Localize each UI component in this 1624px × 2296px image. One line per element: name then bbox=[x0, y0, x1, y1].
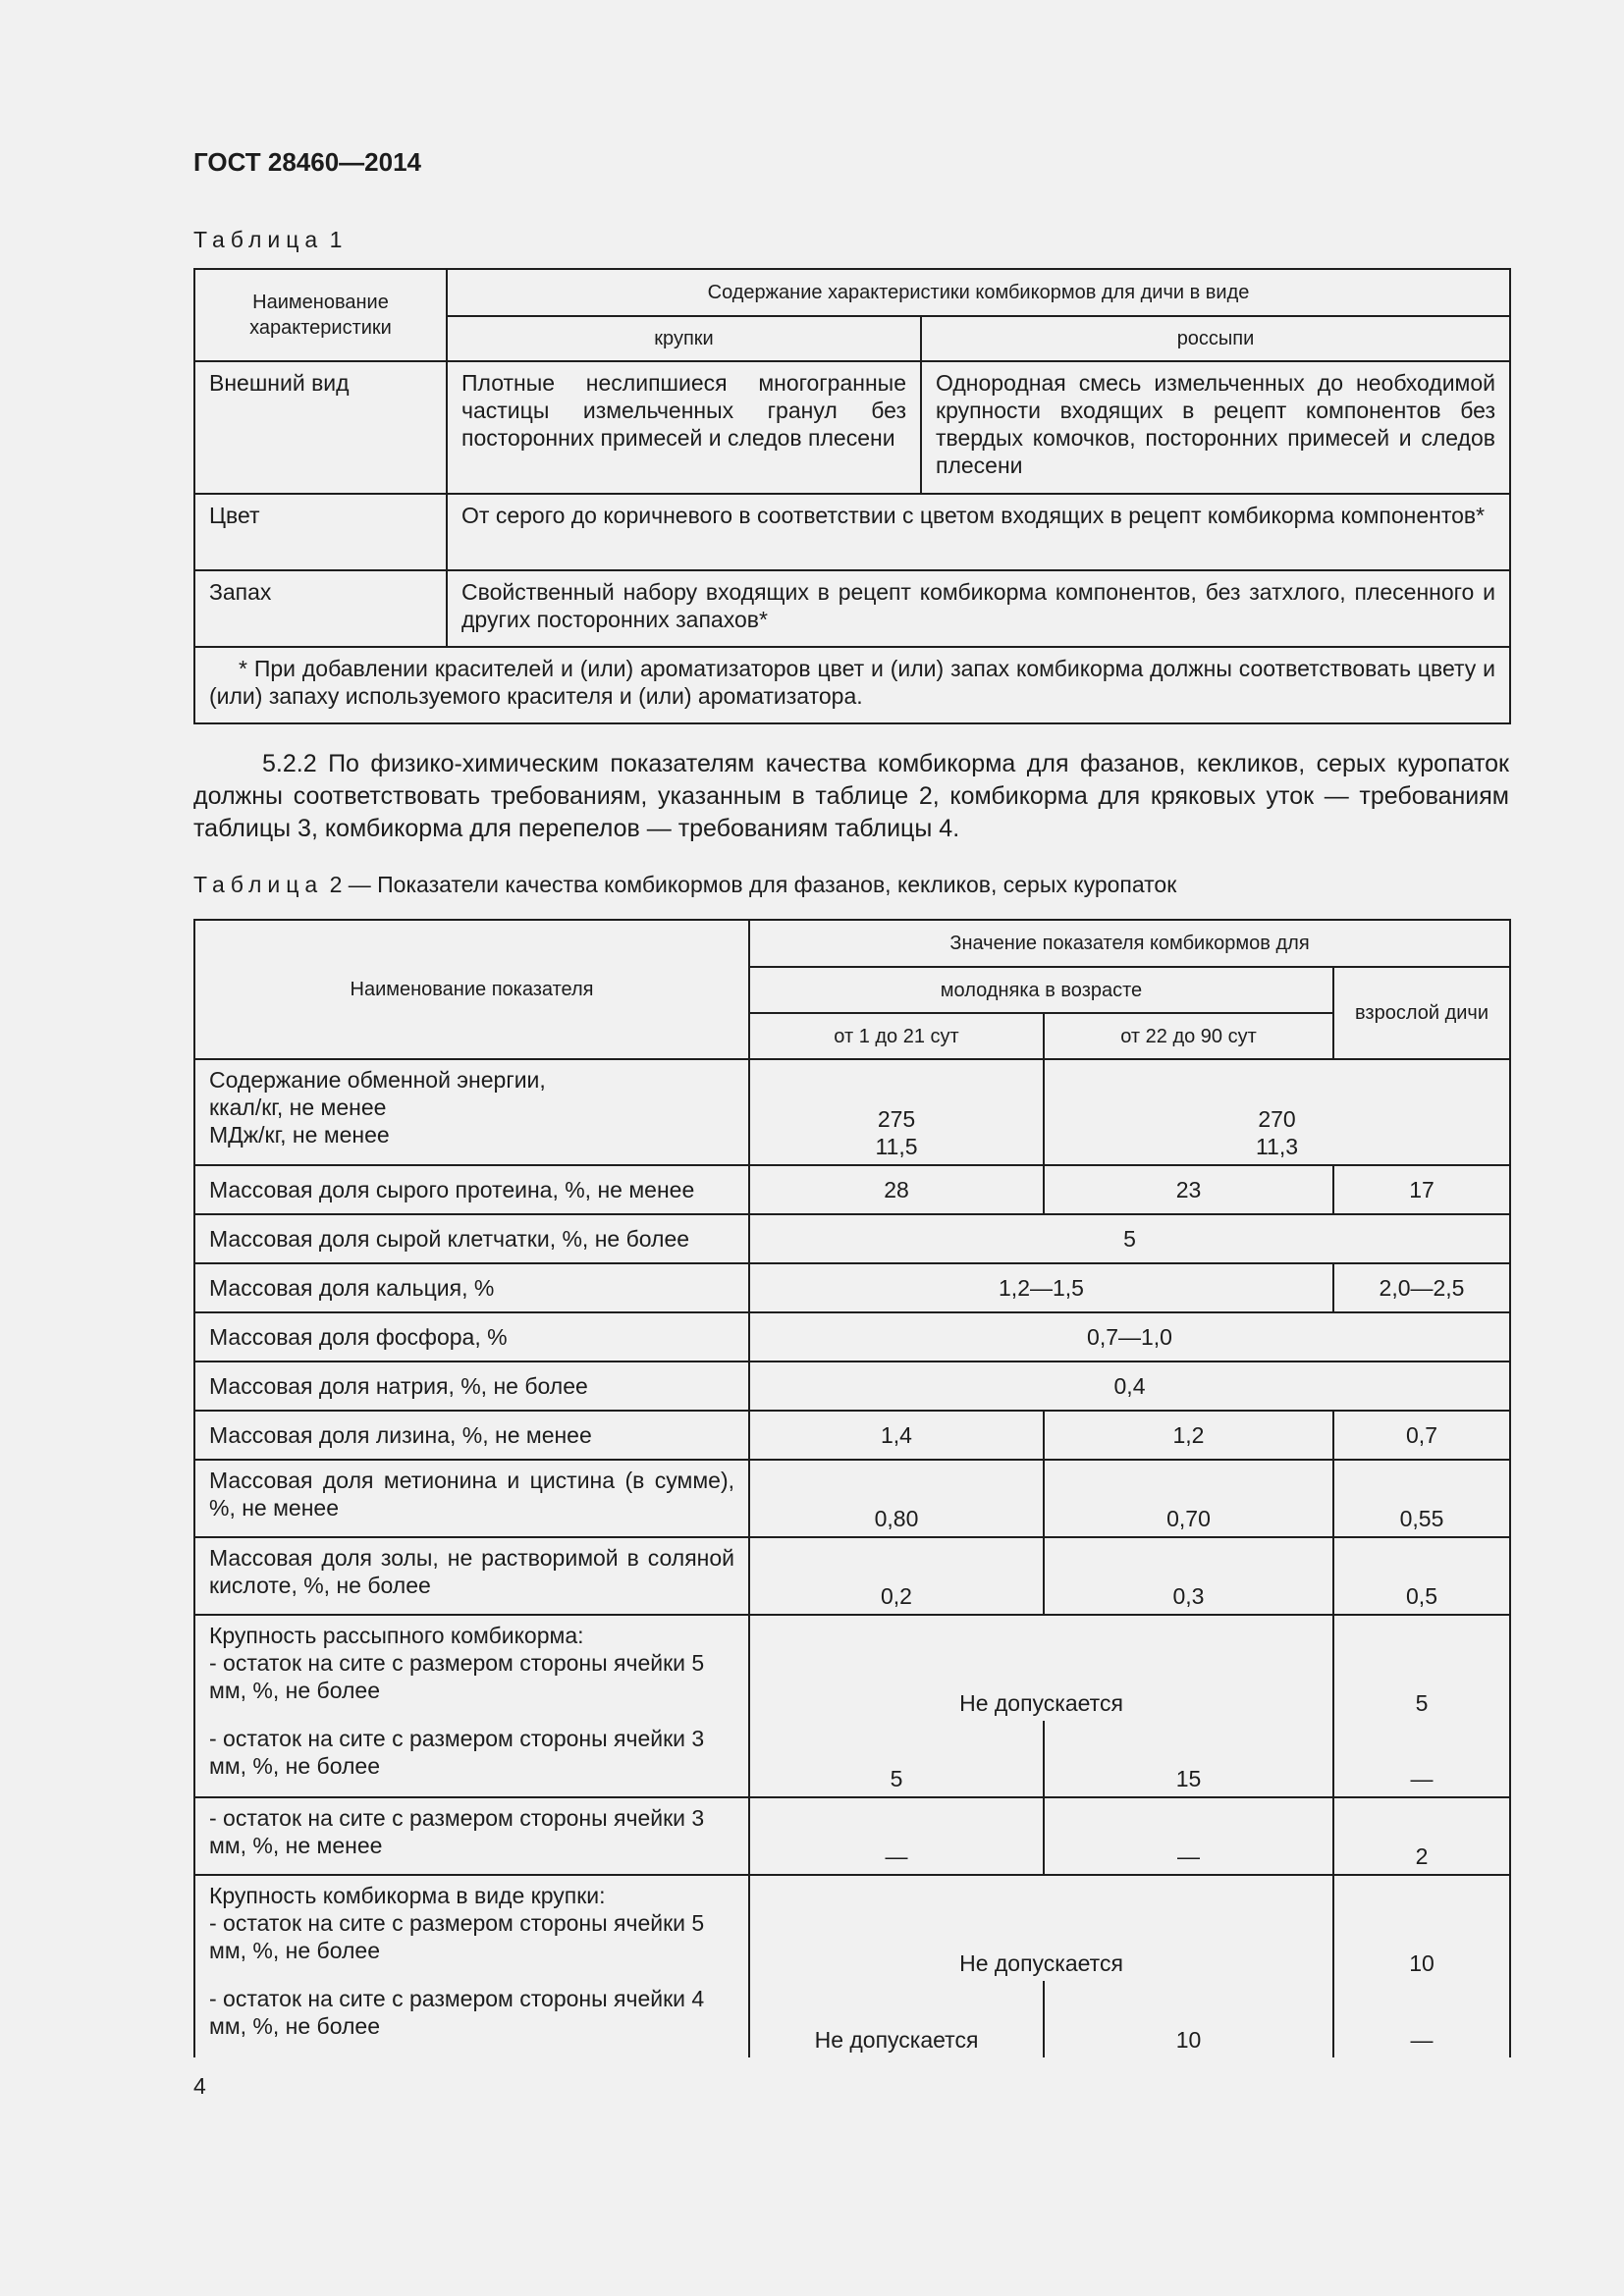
t2-mash-size-5mm-young: Не допускается bbox=[749, 1615, 1333, 1721]
t2-groats-size-4mm-name: - остаток на сите с размером стороны ячейки 4 мм, %, не более bbox=[194, 1981, 749, 2057]
t2-energy-line1: Содержание обменной энергии, bbox=[209, 1067, 546, 1093]
page-number: 4 bbox=[193, 2073, 206, 2099]
t2-lysine-v2: 1,2 bbox=[1044, 1411, 1333, 1460]
t1-footnote: * При добавлении красителей и (или) ароматизаторов цвет и (или) запах комбикорма должны соответствовать цвету и (или) запаху используемого красителя и (или) ароматизатора. bbox=[194, 647, 1510, 723]
t1-appearance-name: Внешний вид bbox=[194, 361, 447, 494]
t2-phosphorus-name: Массовая доля фосфора, % bbox=[194, 1312, 749, 1362]
t2-protein-v2: 23 bbox=[1044, 1165, 1333, 1214]
t1-smell-value: Свойственный набору входящих в рецепт комбикорма компонентов, без затхлого, плесенного и других посторонних запахов* bbox=[447, 570, 1510, 647]
t2-protein-v3: 17 bbox=[1333, 1165, 1510, 1214]
table1-label: Таблица bbox=[193, 227, 324, 252]
t2-lysine-v1: 1,4 bbox=[749, 1411, 1044, 1460]
t1-appearance-groats: Плотные неслипшиеся многогранные частицы измельченных гранул без посторонних примесей и следов плесени bbox=[447, 361, 921, 494]
t2-ash-v1: 0,2 bbox=[749, 1537, 1044, 1615]
t1-color-value: От серого до коричневого в соответствии с цветом входящих в рецепт комбикорма компонентов* bbox=[447, 494, 1510, 570]
t2-groats-size-title: Крупность комбикорма в виде крупки: bbox=[209, 1883, 606, 1908]
t2-mash-size-3mm-v3: — bbox=[1333, 1721, 1510, 1797]
table-2 bbox=[193, 919, 1511, 2057]
t2-groats-size-4mm-v3: — bbox=[1333, 1981, 1510, 2057]
t2-fiber-name: Массовая доля сырой клетчатки, %, не более bbox=[194, 1214, 749, 1263]
t2-mash-size-5mm-text: - остаток на сите с размером стороны ячейки 5 мм, %, не более bbox=[209, 1650, 705, 1703]
t2-ash-v3: 0,5 bbox=[1333, 1537, 1510, 1615]
t2-groats-size-5mm-text: - остаток на сите с размером стороны ячейки 5 мм, %, не более bbox=[209, 1910, 705, 1963]
table2-caption bbox=[193, 872, 1176, 898]
t2-mash-size-3mm-v1: 5 bbox=[749, 1721, 1044, 1797]
t2-calcium-v12: 1,2—1,5 bbox=[749, 1263, 1333, 1312]
t2-energy-kcal-2: 270 bbox=[1258, 1106, 1296, 1132]
t2-fiber-v: 5 bbox=[749, 1214, 1510, 1263]
t2-groats-size-5mm-young: Не допускается bbox=[749, 1875, 1333, 1981]
t2-head-age2: от 22 до 90 сут bbox=[1044, 1013, 1333, 1059]
t2-energy-mj-1: 11,5 bbox=[875, 1134, 918, 1159]
t1-smell-name: Запах bbox=[194, 570, 447, 647]
table2-title: 2 — Показатели качества комбикормов для фазанов, кекликов, серых куропаток bbox=[329, 872, 1177, 897]
t2-mash-size-3mm-min-name: - остаток на сите с размером стороны ячейки 3 мм, %, не менее bbox=[194, 1797, 749, 1875]
t2-energy-mj-2: 11,3 bbox=[1255, 1134, 1299, 1159]
table1-caption bbox=[193, 227, 342, 253]
t2-mash-size-5mm-name bbox=[194, 1615, 749, 1721]
t2-groats-size-5mm-name bbox=[194, 1875, 749, 1981]
t2-groats-size-4mm-v1: Не допускается bbox=[749, 1981, 1044, 2057]
t2-mash-size-3mm-name: - остаток на сите с размером стороны ячейки 3 мм, %, не более bbox=[194, 1721, 749, 1797]
t2-head-adult: взрослой дичи bbox=[1333, 967, 1510, 1059]
document-header: ГОСТ 28460—2014 bbox=[193, 147, 421, 177]
t2-mash-size-3mm-v2: 15 bbox=[1044, 1721, 1333, 1797]
paragraph-5-2-2: 5.2.2 По физико-химическим показателям качества комбикорма для фазанов, кекликов, серых куропаток должны соответствовать требованиям, указанным в таблице 2, комбикорма для кряковых уток — требованиям таблицы 3, комбикорма для перепелов — требованиям таблицы 4. bbox=[193, 750, 1509, 842]
t1-head-name: Наименование характеристики bbox=[194, 269, 447, 361]
t2-methionine-v1: 0,80 bbox=[749, 1460, 1044, 1537]
t2-protein-name: Массовая доля сырого протеина, %, не менее bbox=[194, 1165, 749, 1214]
t2-mash-size-5mm-adult: 5 bbox=[1333, 1615, 1510, 1721]
t2-methionine-name: Массовая доля метионина и цистина (в сумме), %, не менее bbox=[194, 1460, 749, 1537]
t2-lysine-name: Массовая доля лизина, %, не менее bbox=[194, 1411, 749, 1460]
t2-sodium-v: 0,4 bbox=[749, 1362, 1510, 1411]
t2-methionine-v2: 0,70 bbox=[1044, 1460, 1333, 1537]
t1-color-name: Цвет bbox=[194, 494, 447, 570]
t2-lysine-v3: 0,7 bbox=[1333, 1411, 1510, 1460]
t2-methionine-v3: 0,55 bbox=[1333, 1460, 1510, 1537]
t2-protein-v1: 28 bbox=[749, 1165, 1044, 1214]
table-1 bbox=[193, 268, 1511, 724]
t2-head-indicator: Наименование показателя bbox=[194, 920, 749, 1059]
table1-number: 1 bbox=[329, 227, 343, 252]
t1-head-groats: крупки bbox=[447, 316, 921, 361]
t2-sodium-name: Массовая доля натрия, %, не более bbox=[194, 1362, 749, 1411]
t2-energy-name bbox=[194, 1059, 749, 1165]
t2-ash-v2: 0,3 bbox=[1044, 1537, 1333, 1615]
t2-energy-line3: МДж/кг, не менее bbox=[209, 1122, 390, 1148]
t2-groats-size-5mm-adult: 10 bbox=[1333, 1875, 1510, 1981]
t2-energy-kcal-1: 275 bbox=[877, 1106, 916, 1132]
t2-head-young: молодняка в возрасте bbox=[749, 967, 1333, 1013]
t2-head-age1: от 1 до 21 сут bbox=[749, 1013, 1044, 1059]
t1-appearance-mash: Однородная смесь измельченных до необходимой крупности входящих в рецепт компонентов без твердых комочков, посторонних примесей и следов плесени bbox=[921, 361, 1510, 494]
t2-energy-v1 bbox=[749, 1059, 1044, 1165]
t2-groats-size-4mm-v2: 10 bbox=[1044, 1981, 1333, 2057]
t2-calcium-v3: 2,0—2,5 bbox=[1333, 1263, 1510, 1312]
t2-phosphorus-v: 0,7—1,0 bbox=[749, 1312, 1510, 1362]
t2-mash-size-3mm-min-v2: — bbox=[1044, 1797, 1333, 1875]
t2-energy-line2: ккал/кг, не менее bbox=[209, 1095, 387, 1120]
t1-head-group: Содержание характеристики комбикормов для дичи в виде bbox=[447, 269, 1510, 316]
t2-calcium-name: Массовая доля кальция, % bbox=[194, 1263, 749, 1312]
t2-mash-size-3mm-min-v1: — bbox=[749, 1797, 1044, 1875]
t2-energy-v2 bbox=[1044, 1059, 1510, 1165]
t2-ash-name: Массовая доля золы, не растворимой в соляной кислоте, %, не более bbox=[194, 1537, 749, 1615]
t2-mash-size-3mm-min-v3: 2 bbox=[1333, 1797, 1510, 1875]
t2-head-group: Значение показателя комбикормов для bbox=[749, 920, 1510, 967]
t1-head-mash: россыпи bbox=[921, 316, 1510, 361]
table2-label: Таблица bbox=[193, 872, 324, 897]
t2-mash-size-title: Крупность рассыпного комбикорма: bbox=[209, 1623, 584, 1648]
